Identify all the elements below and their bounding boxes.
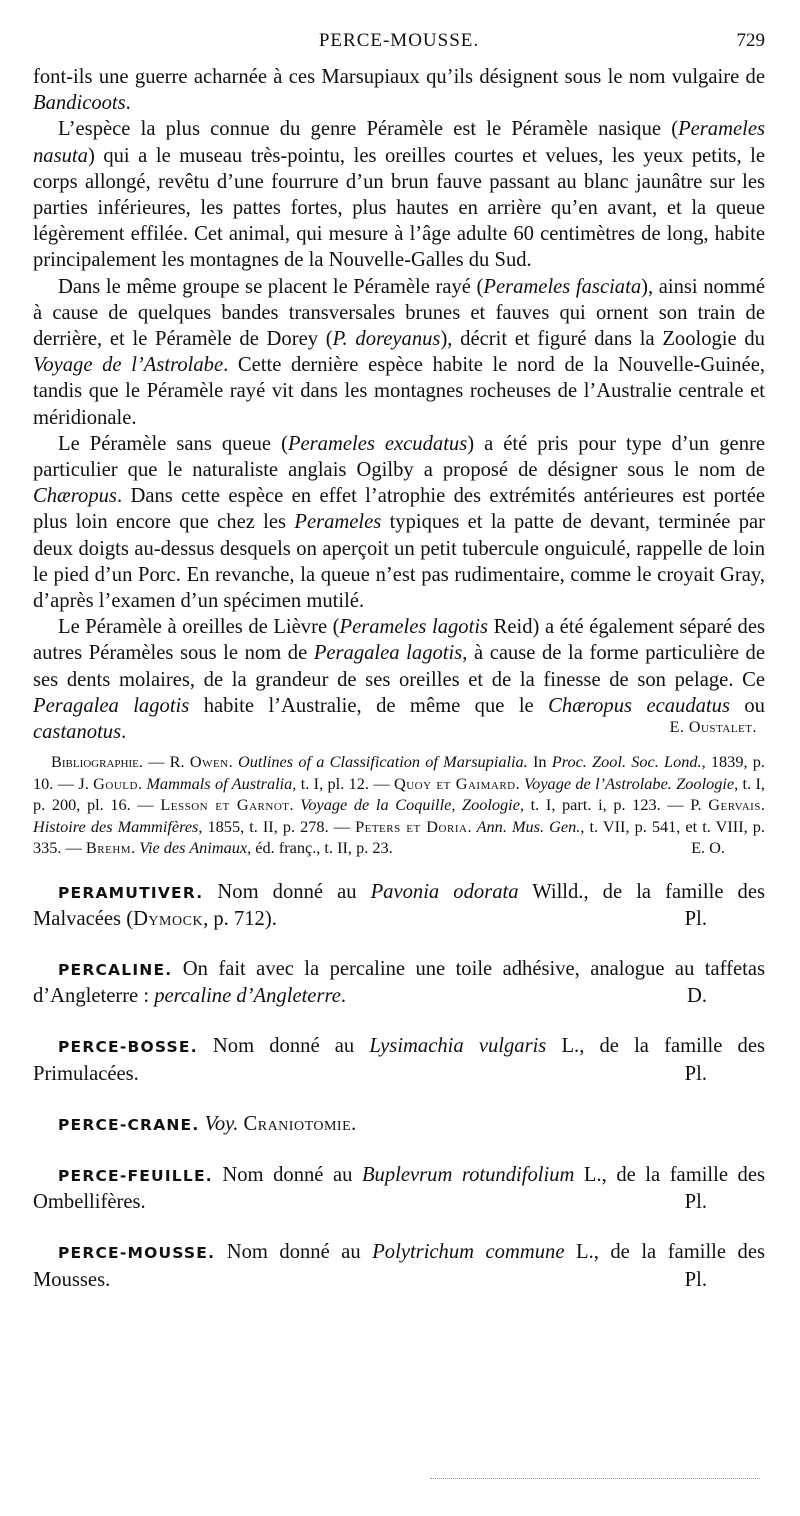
paragraph-3: Dans le même groupe se placent le Péramèle rayé (Perameles fasciata), ainsi nommé à cause de quelques bandes transversales brunes et fauves qui ornent son train de derrière, et le Péramèle de Dorey (P. doreyanus), décrit et figuré dans la Zoologie du Voyage de l’Astrolabe. Cette dernière espèce habite le nord de la Nouvelle-Guinée, tandis que le Péramèle rayé vit dans les montagnes rocheuses de l’Australie centrale et méridionale. [33, 275, 765, 429]
entry-perce-crane: PERCE-CRANE. Voy. Craniotomie. [58, 1112, 357, 1135]
author-signature: E. Oustalet. [669, 719, 757, 737]
running-title: PERCE-MOUSSE. [318, 30, 480, 51]
paragraph-4: Le Péramèle sans queue (Perameles excudatus) a été pris pour type d’un genre particulier que le naturaliste anglais Ogilby a proposé de désigner sous le nom de Chæropus. Dans cette espèce en effet l’atrophie des extrémités antérieures est portée plus loin encore que chez les Perameles typiques et la patte de devant, terminée par deux doigts au-dessus desquels on aperçoit un petit tubercule onguiculé, rappelle de loin le pied d’un Porc. En revanche, la queue n’est pas rudimentaire, comme le croyait Gray, d’après l’examen d’un spécimen mutilé. [33, 432, 765, 613]
entry-perce-bosse: PERCE-BOSSE. Nom donné au Lysimachia vulgaris L., de la famille des Primulacées. Pl. [33, 1035, 766, 1085]
running-header [33, 30, 765, 64]
entry-perce-mousse: PERCE-MOUSSE. Nom donné au Polytrichum commune L., de la famille des Mousses. Pl. [33, 1241, 766, 1291]
entry-perce-feuille: PERCE-FEUILLE. Nom donné au Buplevrum rotundifolium L., de la famille des Ombellifères. Pl. [33, 1164, 766, 1214]
entry-peramutiver: PERAMUTIVER. Nom donné au Pavonia odorata Willd., de la famille des Malvacées (Dymock, p. 712). Pl. [33, 880, 765, 930]
bibliography: Bibliographie. — R. Owen. Outlines of a Classification of Marsupialia. In Proc. Zool. Soc. Lond., 1839, p. 10. — J. Gould. Mammals of Australia, t. I, pl. 12. — Quoy et Gaimard. Voyage de l’Astrolabe. Zoologie, t. I, p. 200, pl. 16. — Lesson et Garnot. Voyage de la Coquille, Zoologie, t. I, part. i, p. 123. — P. Gervais. Histoire des Mammifères, 1855, t. II, p. 278. — Peters et Doria. Ann. Mus. Gen., t. VII, p. 541, et t. VIII, p. 335. — Brehm. Vie des Animaux, éd. franç., t. II, p. 23. E. O. [33, 752, 765, 858]
entry-percaline: PERCALINE. On fait avec la percaline une toile adhésive, analogue au taffetas d’Angleterre : percaline d’Angleterre. D. [33, 958, 765, 1008]
page [33, 30, 765, 1293]
paragraph-2: L’espèce la plus connue du genre Péramèle est le Péramèle nasique (Perameles nasuta) qui a le museau très-pointu, les oreilles courtes et velues, les yeux petits, le corps allongé, revêtu d’une fourrure d’un brun fauve passant au blanc jaunâtre sur les parties inférieures, les pattes fortes, plus hautes en arrière qu’en avant, et la queue légèrement effilée. Cet animal, qui mesure à l’âge adulte 60 centimètres de long, habite principalement les montagnes de la Nouvelle-Galles du Sud. [33, 118, 765, 272]
page-number: 729 [736, 30, 765, 51]
footer-rule [430, 1478, 760, 1479]
bibliography-signature: E. O. [691, 838, 725, 858]
paragraph-5: Le Péramèle à oreilles de Lièvre (Perameles lagotis Reid) a été également séparé des autres Péramèles sous le nom de Peragalea lagotis, à cause de la forme particulière de ses dents molaires, de la grandeur de ses oreilles et de la finesse de son pelage. Ce Peragalea lagotis habite l’Australie, de même que le Chæropus ecaudatus ou castanotus. [33, 616, 765, 744]
paragraph-1: font-ils une guerre acharnée à ces Marsupiaux qu’ils désignent sous le nom vulgaire de Bandicoots. [33, 66, 765, 115]
